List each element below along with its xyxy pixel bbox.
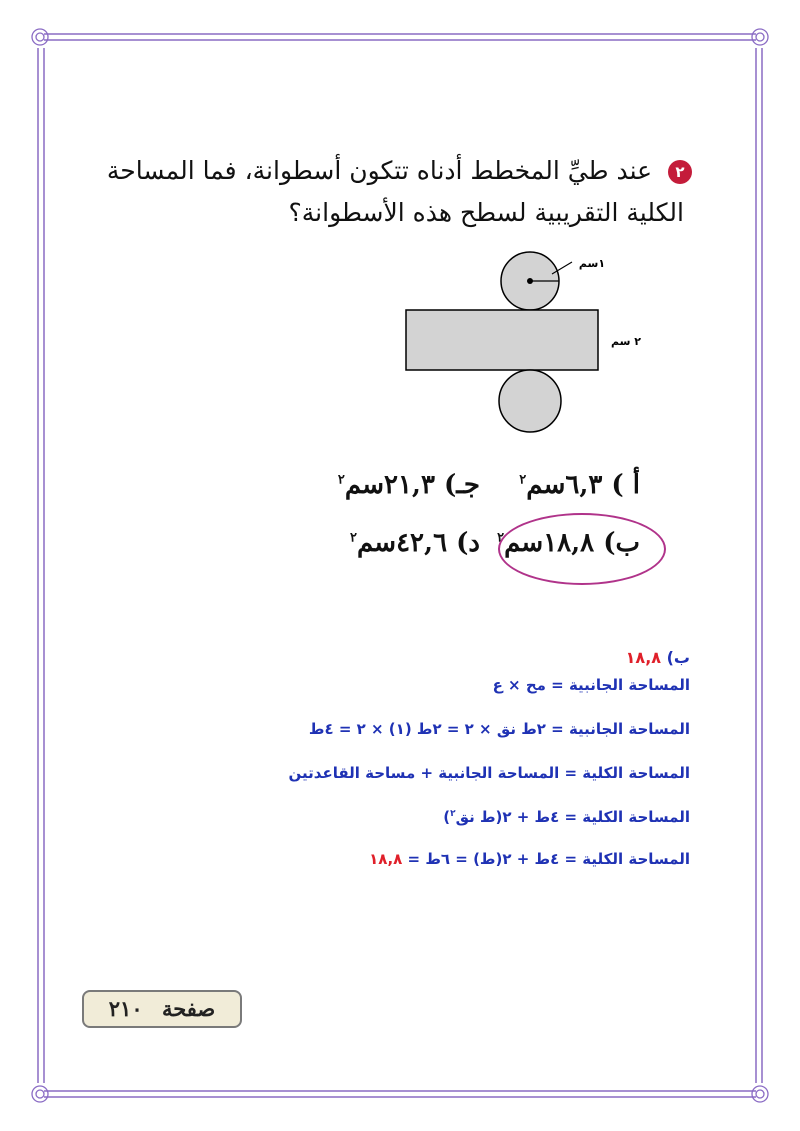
bottom-base-circle [499,370,561,432]
solution-line-2: المساحة الجانبية = ٢ط نق × ٢ = ٢ط (١) × ٢ = ٤ط [308,720,690,738]
question-text [106,150,692,234]
page-number-label [82,990,242,1028]
solution-line-4: المساحة الكلية = ٤ط + ٢(ط نق$^٢$) [443,808,690,826]
solution-line-1: المساحة الجانبية = مح × ع [492,676,690,694]
option-a: أ ) ٦,٣سم$^٢$ [519,470,640,500]
option-b: ب) ١٨,٨سم$^٢$ [497,528,640,558]
question-line-2: الكلية التقريبية لسطح هذه الأسطوانة؟ [288,198,684,227]
page-number: ٢١٠ [108,996,143,1021]
solution-answer: ب) ١٨,٨ [625,648,690,667]
option-d: د) ٤٢,٦سم$^٢$ [350,528,480,558]
solution-line-5: المساحة الكلية = ٤ط + ٢(ط) = ٦ط = ١٨,٨ [369,850,690,868]
height-label: ٢ سم [611,335,641,348]
option-c: جـ) ٢١,٣سم$^٢$ [337,470,480,500]
question-line-1: عند طيِّ المخطط أدناه تتكون أسطوانة، فما المساحة [106,156,653,185]
cylinder-net-diagram [396,248,666,448]
radius-label: ١سم [578,257,606,270]
question-number-badge: ٢ [668,160,692,184]
page-word: صفحة [161,996,216,1021]
correct-answer-circle [498,513,666,585]
lateral-rectangle [406,310,598,370]
solution-line-3: المساحة الكلية = المساحة الجانبية + مساحة القاعدتين [288,764,690,782]
